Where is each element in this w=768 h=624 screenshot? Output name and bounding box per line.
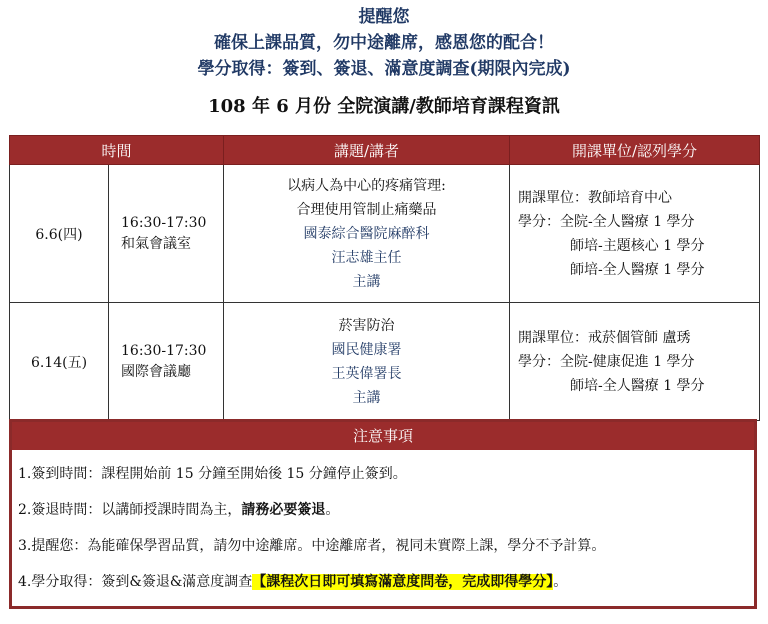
credit-line: 學分：全院-全人醫療 1 學分	[518, 213, 695, 230]
note-text: 4.學分取得：簽到&簽退&滿意度調查	[18, 574, 253, 590]
notice-line-1: 提醒您	[358, 7, 410, 27]
header-unit: 開課單位/認列學分	[510, 136, 760, 165]
session-date: 6.6(四)	[10, 165, 109, 303]
note-text: 2.簽退時間：以講師授課時間為主，	[18, 502, 242, 518]
table-row	[10, 165, 760, 303]
notes-heading: 注意事項	[12, 422, 754, 450]
session-topic	[224, 303, 510, 421]
topic-line: 菸害防治	[338, 317, 395, 334]
note-item: 1.簽到時間：課程開始前 15 分鐘至開始後 15 分鐘停止簽到。	[18, 466, 407, 482]
session-date: 6.14(五)	[10, 303, 109, 421]
session-unit	[510, 165, 760, 303]
notes-box	[9, 419, 757, 609]
note-item: 3.提醒您：為能確保學習品質，請勿中途離席。中途離席者，視同未實際上課，學分不予計算。	[18, 538, 606, 554]
credit-line: 學分：全院-健康促進 1 學分	[518, 353, 695, 370]
schedule-table	[9, 135, 760, 421]
notice-line-2: 確保上課品質，勿中途離席，感恩您的配合！	[214, 33, 554, 53]
table-row	[10, 303, 760, 421]
speaker-role: 主講	[352, 389, 381, 406]
speaker-role: 主講	[352, 273, 381, 290]
session-time-room	[109, 303, 224, 421]
header-time: 時間	[10, 136, 224, 165]
credit-line: 師培-全人醫療 1 學分	[570, 261, 705, 278]
unit-line: 開課單位：戒菸個管師 盧琇	[518, 329, 691, 346]
page-title: 108 年 6 月份 全院演講/教師培育課程資訊	[208, 96, 560, 117]
note-item	[18, 564, 754, 600]
credit-line: 師培-全人醫療 1 學分	[570, 377, 705, 394]
notes-list	[12, 450, 754, 600]
note-emphasis: 請務必要簽退	[241, 502, 326, 518]
speaker-line: 國泰綜合醫院麻醉科	[303, 225, 430, 242]
session-time: 16:30-17:30	[121, 214, 207, 231]
notice-line-3: 學分取得：簽到、簽退、滿意度調查(期限內完成)	[197, 59, 571, 79]
session-topic	[224, 165, 510, 303]
session-room: 國際會議廳	[121, 363, 191, 380]
speaker-line: 王英偉署長	[331, 365, 402, 382]
session-unit	[510, 303, 760, 421]
session-time-room	[109, 165, 224, 303]
note-highlight: 【課程次日即可填寫滿意度問卷，完成即得學分】	[252, 574, 554, 590]
topic-line: 合理使用管制止痛藥品	[296, 201, 437, 218]
session-room: 和氣會議室	[121, 235, 191, 252]
note-item	[18, 492, 754, 528]
session-time: 16:30-17:30	[121, 342, 207, 359]
note-end: 。	[325, 502, 340, 518]
note-end: 。	[553, 574, 568, 590]
header-topic: 講題/講者	[224, 136, 510, 165]
speaker-line: 汪志雄主任	[331, 249, 402, 266]
reminder-notice	[0, 0, 768, 82]
credit-line: 師培-主題核心 1 學分	[570, 237, 705, 254]
unit-line: 開課單位：教師培育中心	[518, 189, 673, 206]
speaker-line: 國民健康署	[331, 341, 402, 358]
topic-line: 以病人為中心的疼痛管理:	[287, 177, 446, 194]
